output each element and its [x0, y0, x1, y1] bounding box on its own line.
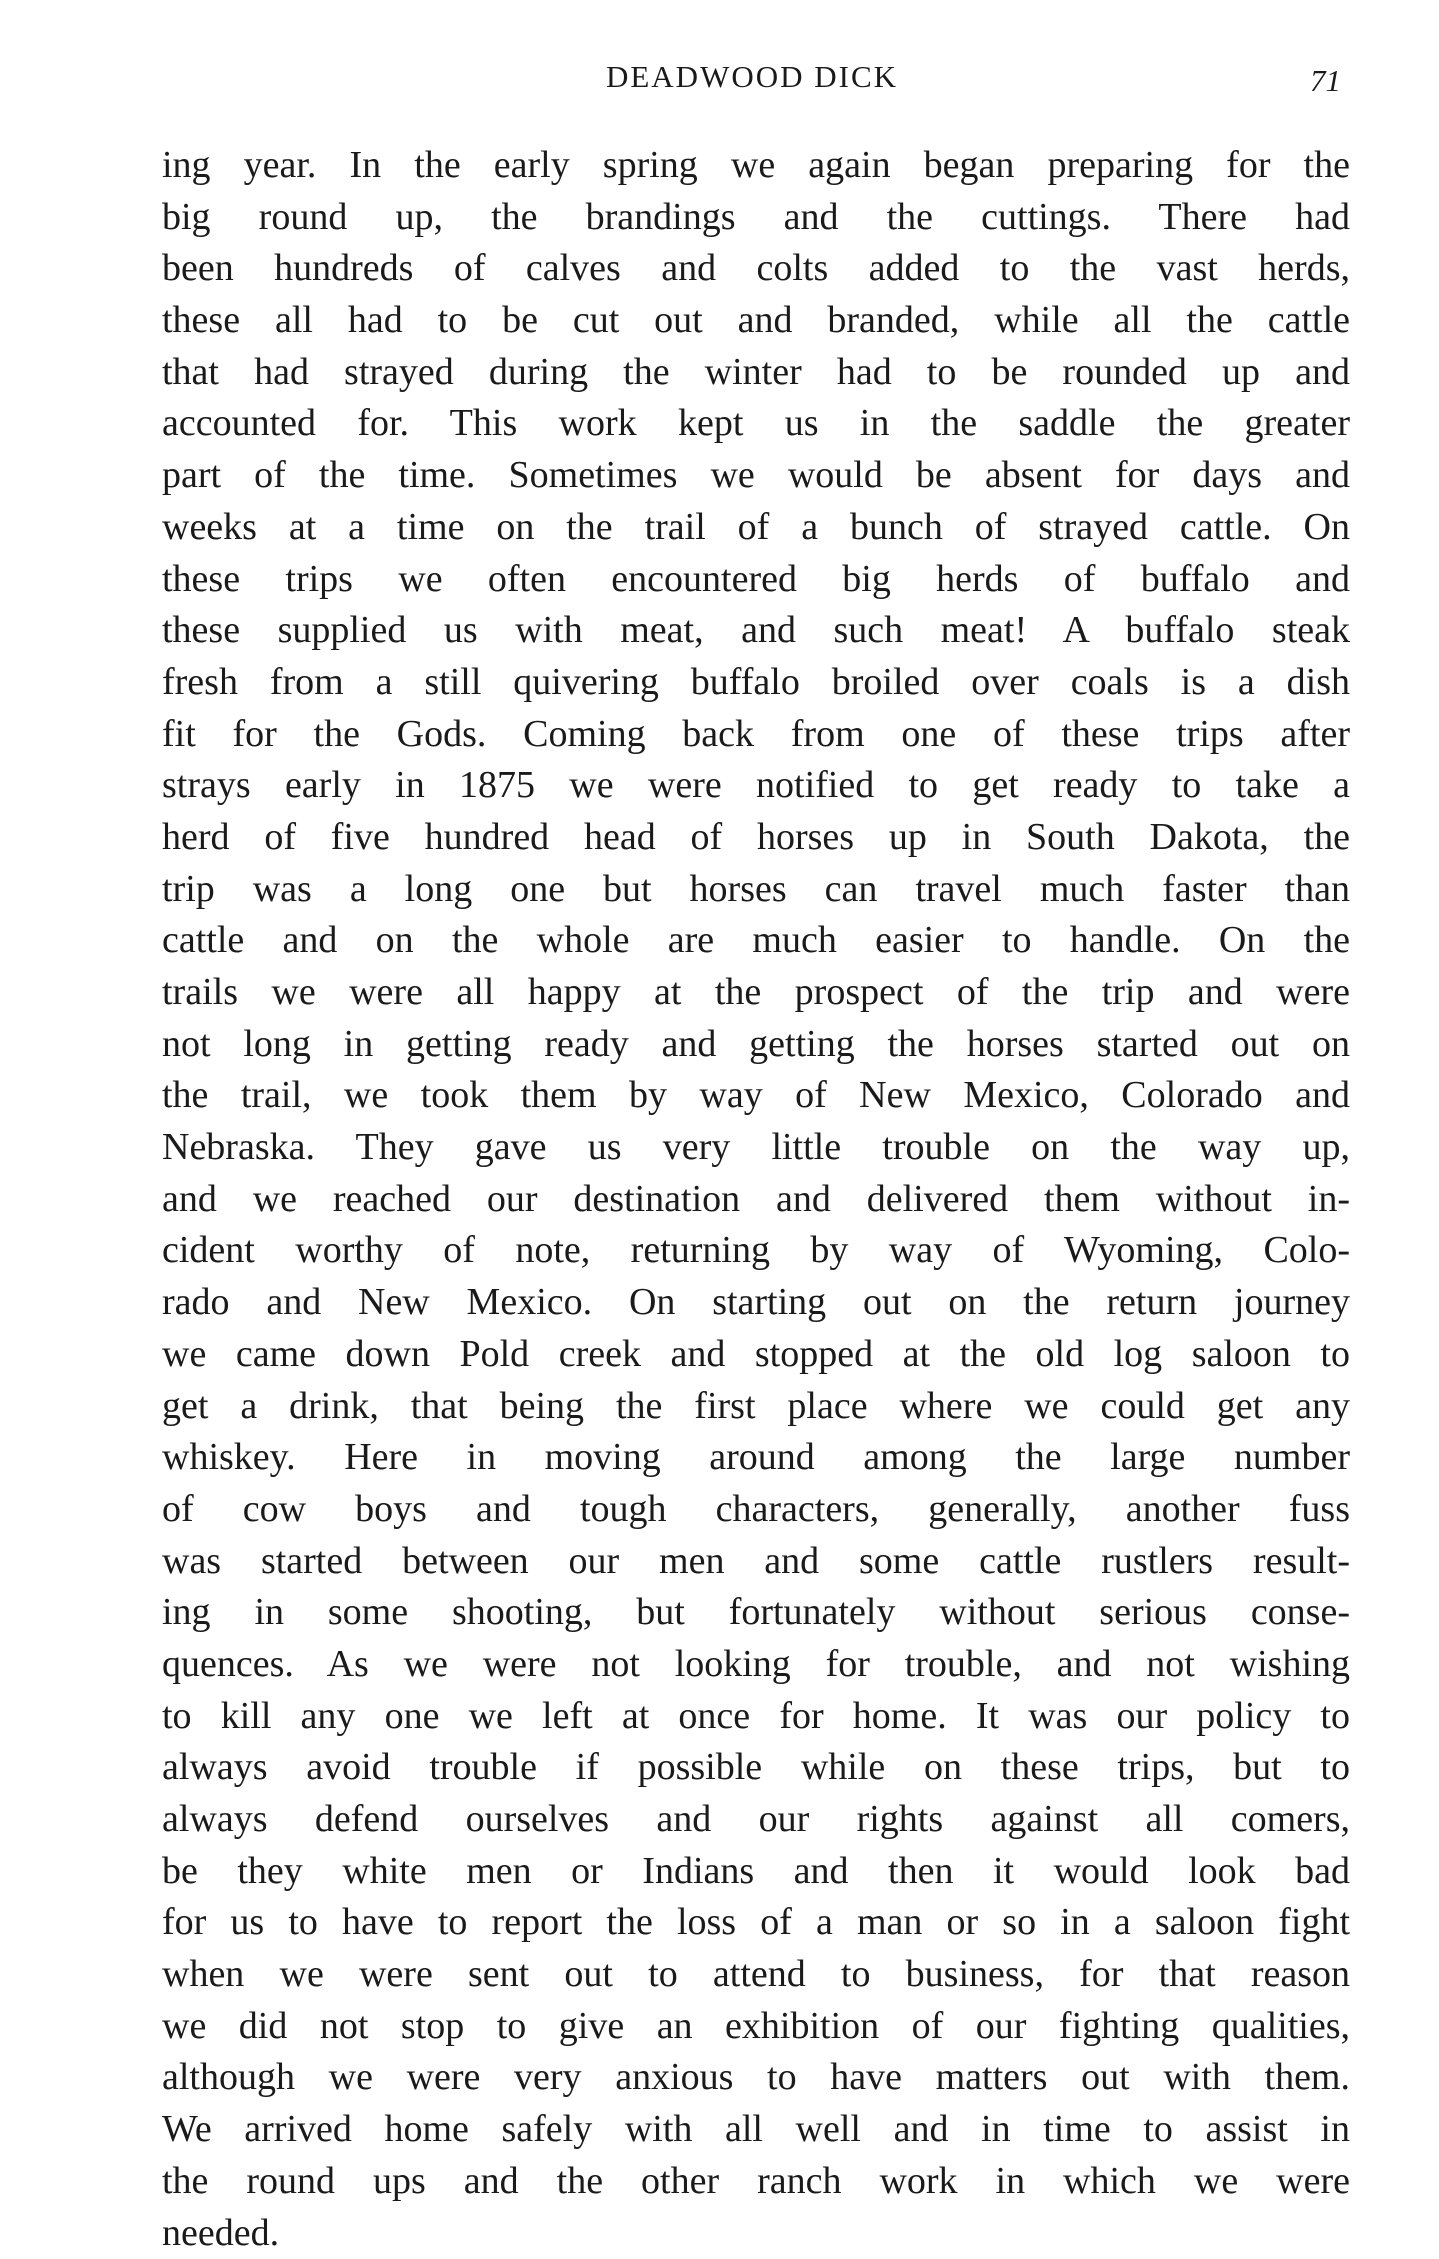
text-line: cattle and on the whole are much easier to handle. On the — [162, 915, 1350, 967]
text-line: whiskey. Here in moving around among the large number — [162, 1432, 1350, 1484]
text-line: been hundreds of calves and colts added to the vast herds, — [162, 243, 1350, 295]
text-line: We arrived home safely with all well and in time to assist in — [162, 2104, 1350, 2156]
text-line: weeks at a time on the trail of a bunch of strayed cattle. On — [162, 502, 1350, 554]
text-line: Nebraska. They gave us very little trouble on the way up, — [162, 1122, 1350, 1174]
text-line: quences. As we were not looking for trouble, and not wishing — [162, 1639, 1350, 1691]
text-line: always avoid trouble if possible while on these trips, but to — [162, 1742, 1350, 1794]
running-head-title: DEADWOOD DICK — [562, 52, 942, 102]
text-line: big round up, the brandings and the cuttings. There had — [162, 192, 1350, 244]
text-line: these supplied us with meat, and such meat! A buffalo steak — [162, 605, 1350, 657]
text-line: be they white men or Indians and then it would look bad — [162, 1846, 1350, 1898]
text-line: although we were very anxious to have matters out with them. — [162, 2052, 1350, 2104]
running-head — [0, 52, 1439, 102]
text-line: trails we were all happy at the prospect of the trip and were — [162, 967, 1350, 1019]
text-line: the round ups and the other ranch work in which we were — [162, 2156, 1350, 2208]
text-line: of cow boys and tough characters, generally, another fuss — [162, 1484, 1350, 1536]
text-line: trip was a long one but horses can travel much faster than — [162, 864, 1350, 916]
text-line: part of the time. Sometimes we would be absent for days and — [162, 450, 1350, 502]
text-line: for us to have to report the loss of a man or so in a saloon fight — [162, 1897, 1350, 1949]
text-line: ing year. In the early spring we again began preparing for the — [162, 140, 1350, 192]
text-line: that had strayed during the winter had to be rounded up and — [162, 347, 1350, 399]
text-line: fresh from a still quivering buffalo broiled over coals is a dish — [162, 657, 1350, 709]
text-line: ing in some shooting, but fortunately without serious conse- — [162, 1587, 1350, 1639]
text-line: the trail, we took them by way of New Mexico, Colorado and — [162, 1070, 1350, 1122]
text-line: and we reached our destination and delivered them without in- — [162, 1174, 1350, 1226]
text-line: herd of five hundred head of horses up in South Dakota, the — [162, 812, 1350, 864]
text-line: cident worthy of note, returning by way of Wyoming, Colo- — [162, 1225, 1350, 1277]
text-line: was started between our men and some cattle rustlers result- — [162, 1536, 1350, 1588]
text-line: these trips we often encountered big herds of buffalo and — [162, 554, 1350, 606]
text-line: not long in getting ready and getting the horses started out on — [162, 1019, 1350, 1071]
page-number: 71 — [1310, 56, 1341, 106]
text-line: these all had to be cut out and branded, while all the cattle — [162, 295, 1350, 347]
text-line: accounted for. This work kept us in the saddle the greater — [162, 398, 1350, 450]
text-line: strays early in 1875 we were notified to get ready to take a — [162, 760, 1350, 812]
text-line: when we were sent out to attend to business, for that reason — [162, 1949, 1350, 2001]
text-line: fit for the Gods. Coming back from one of these trips after — [162, 709, 1350, 761]
text-line: rado and New Mexico. On starting out on the return journey — [162, 1277, 1350, 1329]
text-line: to kill any one we left at once for home. It was our policy to — [162, 1691, 1350, 1743]
text-line: we did not stop to give an exhibition of our fighting qualities, — [162, 2001, 1350, 2053]
text-line: always defend ourselves and our rights against all comers, — [162, 1794, 1350, 1846]
body-text — [162, 140, 1350, 2259]
text-line: needed. — [162, 2208, 1350, 2259]
text-line: we came down Pold creek and stopped at the old log saloon to — [162, 1329, 1350, 1381]
text-line: get a drink, that being the first place where we could get any — [162, 1381, 1350, 1433]
